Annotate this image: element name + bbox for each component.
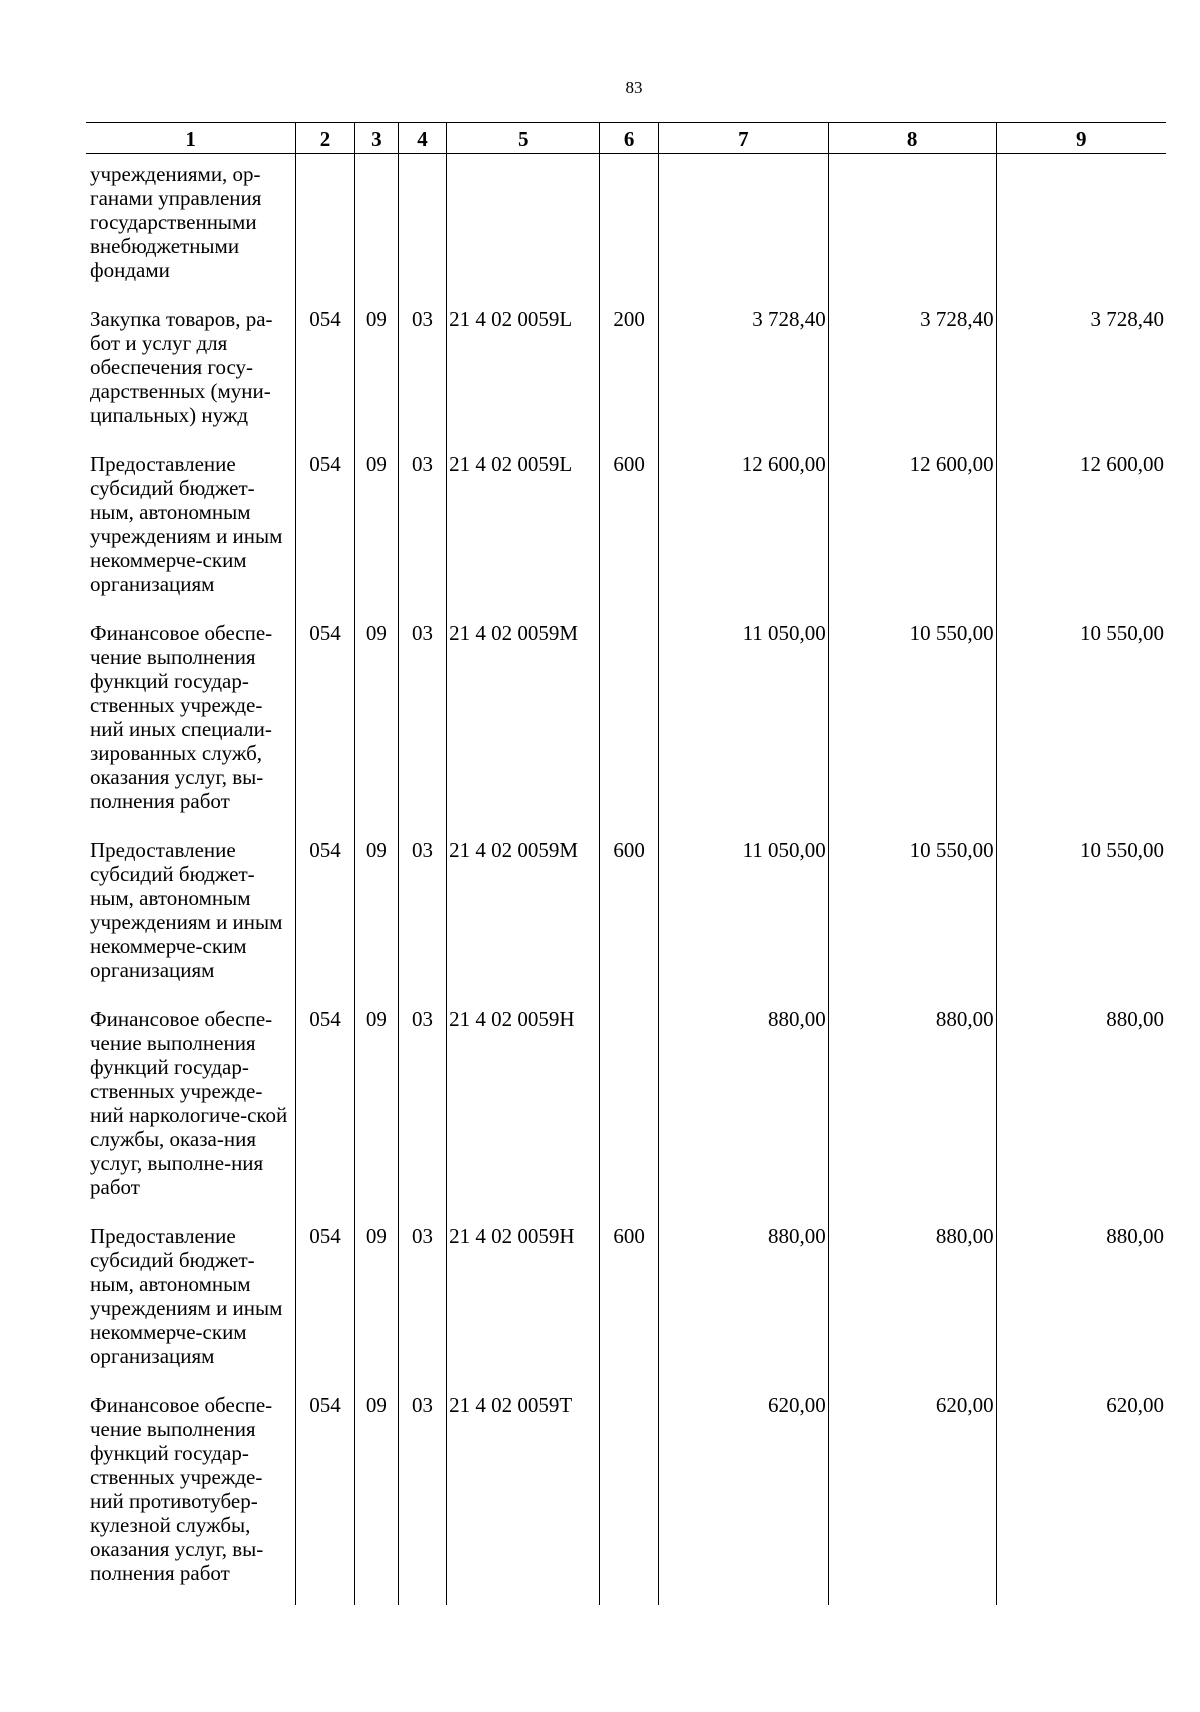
- column-header-8: 8: [828, 123, 996, 154]
- column-header-7: 7: [658, 123, 828, 154]
- table-row: [86, 447, 1166, 616]
- row-name-cell: Предоставление субсидий бюджет-ным, автономным учреждениям и иным некоммерче-ским организациям: [90, 1224, 283, 1368]
- ministry-code-cell: 054: [296, 1388, 355, 1605]
- expense-type-cell: [600, 1388, 659, 1605]
- table-row: [86, 1219, 1166, 1388]
- table-row: [86, 833, 1166, 1002]
- row-name-cell: учреждениями, ор-ганами управления государственными внебюджетными фондами: [90, 162, 262, 282]
- table-body: [86, 154, 1166, 1606]
- table-row: [86, 1002, 1166, 1219]
- section-code-cell: 09: [354, 302, 398, 447]
- column-header-5: 5: [447, 123, 600, 154]
- amount-cell-col9: 880,00: [996, 1219, 1166, 1388]
- amount-cell-col8: 620,00: [828, 1388, 996, 1605]
- ministry-code-cell: 054: [296, 616, 355, 833]
- target-article-cell: 21 4 02 0059L: [447, 447, 600, 616]
- row-name-cell: Финансовое обеспе-чение выполнения функций государ-ственных учрежде-ний иных специали-зированных служб, оказания услуг, вы-полнения работ: [90, 621, 273, 813]
- amount-cell-col7: 880,00: [658, 1219, 828, 1388]
- column-header-4: 4: [398, 123, 446, 154]
- amount-cell-col9: 3 728,40: [996, 302, 1166, 447]
- amount-cell-col8: 3 728,40: [828, 302, 996, 447]
- ministry-code-cell: 054: [296, 1002, 355, 1219]
- subsection-code-cell: 03: [398, 447, 446, 616]
- amount-cell-col7: 880,00: [658, 1002, 828, 1219]
- amount-cell-col9: 12 600,00: [996, 447, 1166, 616]
- section-code-cell: 09: [354, 1219, 398, 1388]
- amount-cell-col8: 10 550,00: [828, 616, 996, 833]
- ministry-code-cell: 054: [296, 833, 355, 1002]
- row-name-cell: Финансовое обеспе-чение выполнения функций государ-ственных учрежде-ний противотубер-кулезной службы, оказания услуг, вы-полнения работ: [90, 1393, 273, 1585]
- column-header-6: 6: [600, 123, 659, 154]
- amount-cell-col7: [658, 154, 828, 303]
- amount-cell-col7: 11 050,00: [658, 833, 828, 1002]
- expense-type-cell: [600, 154, 659, 303]
- subsection-code-cell: 03: [398, 302, 446, 447]
- row-name-cell: Закупка товаров, ра-бот и услуг для обеспечения госу-дарственных (муни-ципальных) нужд: [90, 307, 273, 427]
- amount-cell-col9: 10 550,00: [996, 833, 1166, 1002]
- page-number: 83: [625, 78, 643, 97]
- amount-cell-col7: 12 600,00: [658, 447, 828, 616]
- subsection-code-cell: [398, 154, 446, 303]
- amount-cell-col8: 10 550,00: [828, 833, 996, 1002]
- target-article-cell: 21 4 02 0059M: [447, 616, 600, 833]
- column-header-1: 1: [86, 123, 296, 154]
- subsection-code-cell: 03: [398, 616, 446, 833]
- amount-cell-col9: [996, 154, 1166, 303]
- column-header-9: 9: [996, 123, 1166, 154]
- section-code-cell: 09: [354, 1388, 398, 1605]
- budget-table: [86, 122, 1166, 1605]
- target-article-cell: 21 4 02 0059H: [447, 1002, 600, 1219]
- table-row: [86, 154, 1166, 303]
- section-code-cell: [354, 154, 398, 303]
- subsection-code-cell: 03: [398, 1219, 446, 1388]
- amount-cell-col8: [828, 154, 996, 303]
- amount-cell-col9: 10 550,00: [996, 616, 1166, 833]
- amount-cell-col9: 620,00: [996, 1388, 1166, 1605]
- ministry-code-cell: 054: [296, 447, 355, 616]
- expense-type-cell: [600, 1002, 659, 1219]
- target-article-cell: [447, 154, 600, 303]
- row-name-cell: Предоставление субсидий бюджет-ным, автономным учреждениям и иным некоммерче-ским организациям: [90, 452, 283, 596]
- column-header-2: 2: [296, 123, 355, 154]
- expense-type-cell: 600: [600, 447, 659, 616]
- column-header-3: 3: [354, 123, 398, 154]
- amount-cell-col7: 620,00: [658, 1388, 828, 1605]
- section-code-cell: 09: [354, 1002, 398, 1219]
- row-name-cell: Финансовое обеспе-чение выполнения функций государ-ственных учрежде-ний наркологиче-ской службы, оказа-ния услуг, выполне-ния работ: [90, 1007, 288, 1199]
- amount-cell-col7: 3 728,40: [658, 302, 828, 447]
- target-article-cell: 21 4 02 0059L: [447, 302, 600, 447]
- section-code-cell: 09: [354, 616, 398, 833]
- target-article-cell: 21 4 02 0059M: [447, 833, 600, 1002]
- target-article-cell: 21 4 02 0059T: [447, 1388, 600, 1605]
- amount-cell-col8: 12 600,00: [828, 447, 996, 616]
- ministry-code-cell: 054: [296, 302, 355, 447]
- amount-cell-col9: 880,00: [996, 1002, 1166, 1219]
- amount-cell-col7: 11 050,00: [658, 616, 828, 833]
- expense-type-cell: [600, 616, 659, 833]
- row-name-cell: Предоставление субсидий бюджет-ным, автономным учреждениям и иным некоммерче-ским организациям: [90, 838, 283, 982]
- section-code-cell: 09: [354, 447, 398, 616]
- table-row: [86, 1388, 1166, 1605]
- table-row: [86, 302, 1166, 447]
- subsection-code-cell: 03: [398, 833, 446, 1002]
- subsection-code-cell: 03: [398, 1388, 446, 1605]
- subsection-code-cell: 03: [398, 1002, 446, 1219]
- table-row: [86, 616, 1166, 833]
- expense-type-cell: 600: [600, 833, 659, 1002]
- ministry-code-cell: [296, 154, 355, 303]
- expense-type-cell: 200: [600, 302, 659, 447]
- ministry-code-cell: 054: [296, 1219, 355, 1388]
- amount-cell-col8: 880,00: [828, 1219, 996, 1388]
- expense-type-cell: 600: [600, 1219, 659, 1388]
- amount-cell-col8: 880,00: [828, 1002, 996, 1219]
- section-code-cell: 09: [354, 833, 398, 1002]
- header-row: [86, 123, 1166, 154]
- target-article-cell: 21 4 02 0059H: [447, 1219, 600, 1388]
